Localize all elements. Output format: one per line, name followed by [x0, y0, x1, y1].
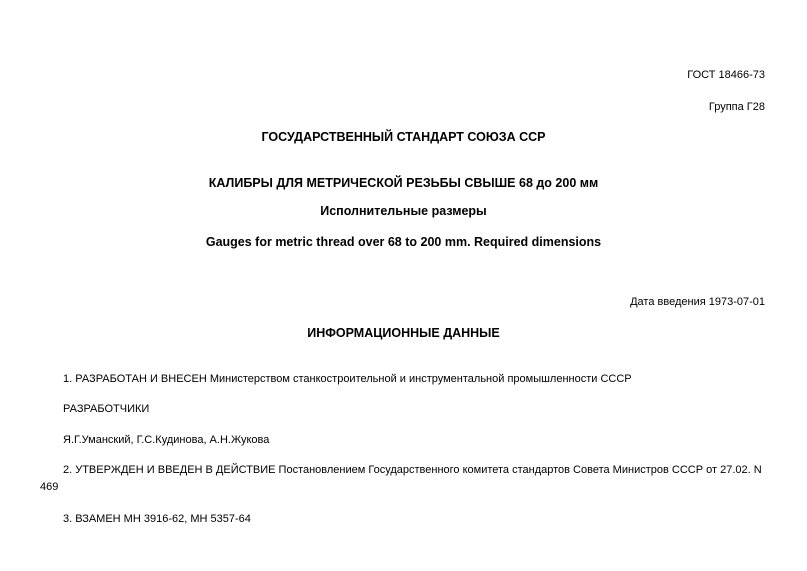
- developers-names: Я.Г.Уманский, Г.С.Кудинова, А.Н.Жукова: [63, 434, 270, 446]
- info-section-heading: ИНФОРМАЦИОННЫЕ ДАННЫЕ: [307, 326, 500, 340]
- info-item-developed: 1. РАЗРАБОТАН И ВНЕСЕН Министерством станкостроительной и инструментальной промышленности СССР: [63, 373, 632, 385]
- introduction-date: Дата введения 1973-07-01: [630, 296, 765, 308]
- info-item-approved: 2. УТВЕРЖДЕН И ВВЕДЕН В ДЕЙСТВИЕ Постановлением Государственного комитета стандартов Совета Министров СССР от 27.02. N 469: [40, 464, 762, 493]
- developers-label: РАЗРАБОТЧИКИ: [63, 403, 150, 415]
- standard-heading: ГОСУДАРСТВЕННЫЙ СТАНДАРТ СОЮЗА ССР: [261, 130, 546, 144]
- group-code: Группа Г28: [708, 101, 765, 113]
- document-subtitle: Исполнительные размеры: [320, 204, 487, 218]
- doc-number: ГОСТ 18466-73: [687, 69, 765, 81]
- document-title-english: Gauges for metric thread over 68 to 200 mm. Required dimensions: [205, 235, 602, 249]
- info-item-replaces: 3. ВЗАМЕН МН 3916-62, МН 5357-64: [63, 513, 251, 525]
- document-title: КАЛИБРЫ ДЛЯ МЕТРИЧЕСКОЙ РЕЗЬБЫ СВЫШЕ 68 до 200 мм: [208, 176, 599, 190]
